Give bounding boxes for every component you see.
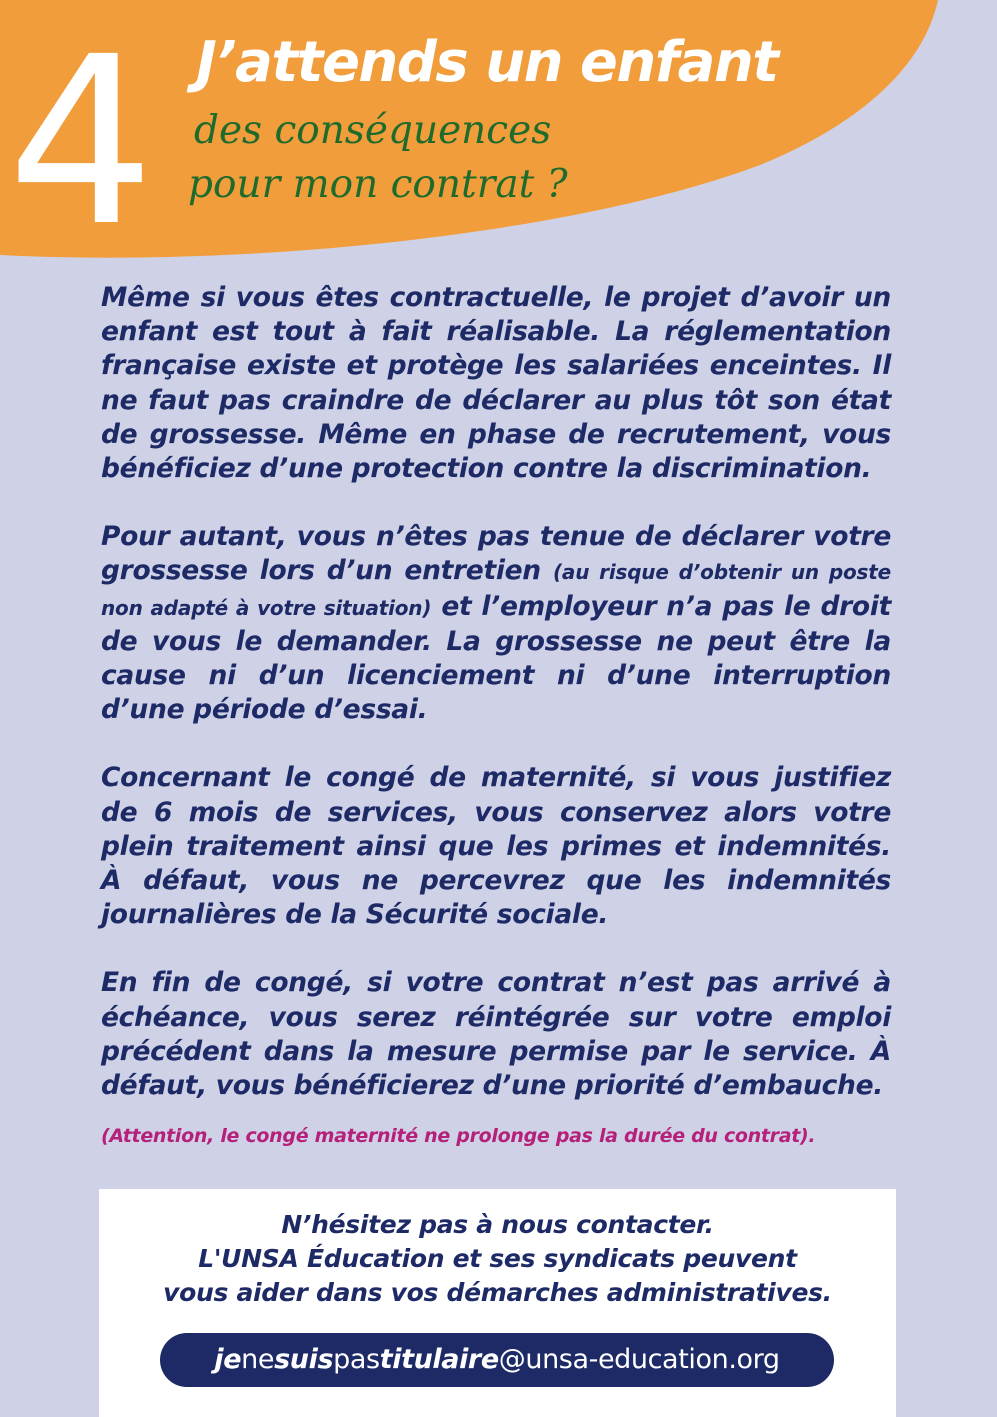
page-title: J’attends un enfant [196, 30, 778, 95]
contact-text [99, 1208, 896, 1310]
email-part-ne: ne [241, 1344, 275, 1375]
page-subtitle-line1: des conséquences [194, 108, 552, 153]
email-domain: @unsa-education.org [498, 1344, 780, 1375]
paragraph-declaration-aside: (au risque d’obtenir un poste non adapté à votre situation) [101, 560, 891, 620]
email-part-je: je [214, 1344, 242, 1375]
contact-box [99, 1189, 896, 1417]
paragraph-declaration [101, 520, 891, 727]
main-content [101, 281, 891, 1149]
paragraph-maternity-leave: Concernant le congé de maternité, si vous justifiez de 6 mois de services, vous conservez alors votre plein traitement ainsi que les primes et indemnités. À défaut, vous ne percevrez que les indemnités journalières de la Sécurité sociale. [101, 762, 891, 931]
paragraph-declaration-end: et l’employeur n’a pas le droit de vous le demander. La grossesse ne peut être la cause ni d’un licenciement ni d’une interruption d’une période d’essai. [101, 590, 891, 726]
email-part-titulaire: titulaire [379, 1344, 499, 1375]
attention-note: (Attention, le congé maternité ne prolonge pas la durée du contrat). [101, 1125, 816, 1148]
paragraph-pregnancy-rights: Même si vous êtes contractuelle, le projet d’avoir un enfant est tout à fait réalisable. La réglementation française existe et protège les salariées enceintes. Il ne faut pas craindre de déclarer au plus tôt son état de grossesse. Même en phase de recrutement, vous bénéficiez d’une protection contre la discrimination. [101, 282, 891, 485]
section-number: 4 [7, 7, 155, 277]
contact-line-2: L'UNSA Éducation et ses syndicats peuvent [198, 1244, 797, 1273]
email-part-suis: suis [274, 1344, 334, 1375]
paragraph-declaration-start: Pour autant, vous n’êtes pas tenue de déclarer votre grossesse lors d’un entretien [101, 521, 891, 587]
paragraph-end-of-leave: En fin de congé, si votre contrat n’est pas arrivé à échéance, vous serez réintégrée sur votre emploi précédent dans la mesure permise par le service. À défaut, vous bénéficierez d’une priorité d’embauche. [101, 967, 891, 1102]
contact-line-1: N’hésitez pas à nous contacter. [281, 1210, 714, 1239]
email-link[interactable] [160, 1333, 834, 1387]
email-part-pas: pas [333, 1344, 380, 1375]
contact-line-3: vous aider dans vos démarches administratives. [163, 1278, 832, 1307]
page-subtitle-line2: pour mon contrat ? [188, 162, 568, 207]
